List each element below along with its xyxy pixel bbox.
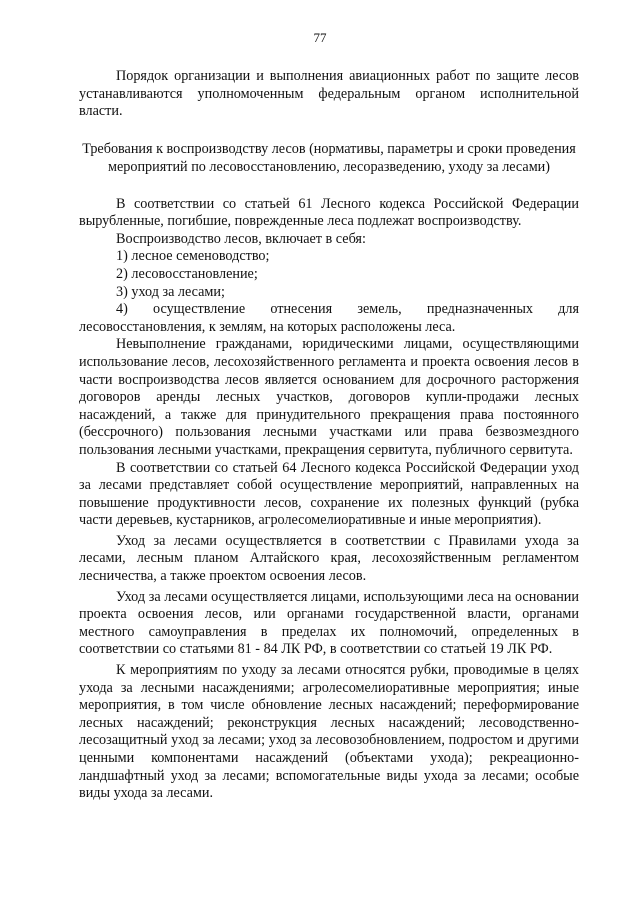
list-item-land-assignment: 4) осуществление отнесения земель, предназначенных для лесовосстановления, к землям, на которых расположены леса. [79, 301, 579, 335]
paragraph-article-64: В соответствии со статьей 64 Лесного кодекса Российской Федерации уход за лесами представляет собой осуществление мероприятий, направленных на повышение продуктивности лесов, сохранение их полезных функций (рубка части деревьев, кустарников, агролесомелиоративные и иные мероприятия). [79, 459, 579, 529]
paragraph-aviation-works: Порядок организации и выполнения авиационных работ по защите лесов устанавливаются уполномоченным федеральным органом исполнительной власти. [79, 68, 579, 120]
list-item-reforestation: 2) лесовосстановление; [116, 265, 258, 282]
paragraph-care-rules: Уход за лесами осуществляется в соответствии с Правилами ухода за лесами, лесным планом Алтайского края, лесохозяйственным регламентом лесничества, а также проектом освоения лесов. [79, 532, 579, 585]
paragraph-reproduction-includes: Воспроизводство лесов, включает в себя: [116, 230, 366, 247]
list-item-forest-care: 3) уход за лесами; [116, 283, 225, 300]
paragraph-care-persons: Уход за лесами осуществляется лицами, использующими леса на основании проекта освоения лесов, или органами государственной власти, органами местного самоуправления в пределах их полномочий, определенных в соответствии со статьями 81 - 84 ЛК РФ, в соответствии со статьей 19 ЛК РФ. [79, 588, 579, 658]
paragraph-article-61: В соответствии со статьей 61 Лесного кодекса Российской Федерации вырубленные, погибшие, поврежденные леса подлежат воспроизводству. [79, 195, 579, 230]
page-body [79, 68, 579, 803]
paragraph-nonfulfillment: Невыполнение гражданами, юридическими лицами, осуществляющими использование лесов, лесохозяйственного регламента и проекта освоения лесов в части воспроизводства лесов является основанием для досрочного расторжения договоров аренды лесных участков, договоров купли-продажи лесных насаждений, а также для принудительного прекращения права постоянного (бессрочного) пользования лесными участками или права безвозмездного пользования лесными участками, прекращения сервитута, публичного сервитута. [79, 336, 579, 458]
paragraph-care-measures: К мероприятиям по уходу за лесами относятся рубки, проводимые в целях ухода за лесными насаждениями; агролесомелиоративные мероприятия; иные мероприятия, в том числе обновление лесных насаждений; переформирование лесных насаждений; реконструкция лесных насаждений; лесоводственно-лесозащитный уход за лесами; уход за лесовозобновлением, подростом и другими ценными компонентами насаждений (объектами ухода); рекреационно-ландшафтный уход за лесами; вспомогательные виды ухода за лесами; особые виды ухода за лесами. [79, 662, 579, 802]
list-item-seed-production: 1) лесное семеноводство; [116, 248, 270, 265]
section-heading: Требования к воспроизводству лесов (нормативы, параметры и сроки проведения мероприятий по лесовосстановлению, лесоразведению, уходу за лесами) [82, 140, 576, 176]
page-number: 77 [313, 30, 327, 45]
